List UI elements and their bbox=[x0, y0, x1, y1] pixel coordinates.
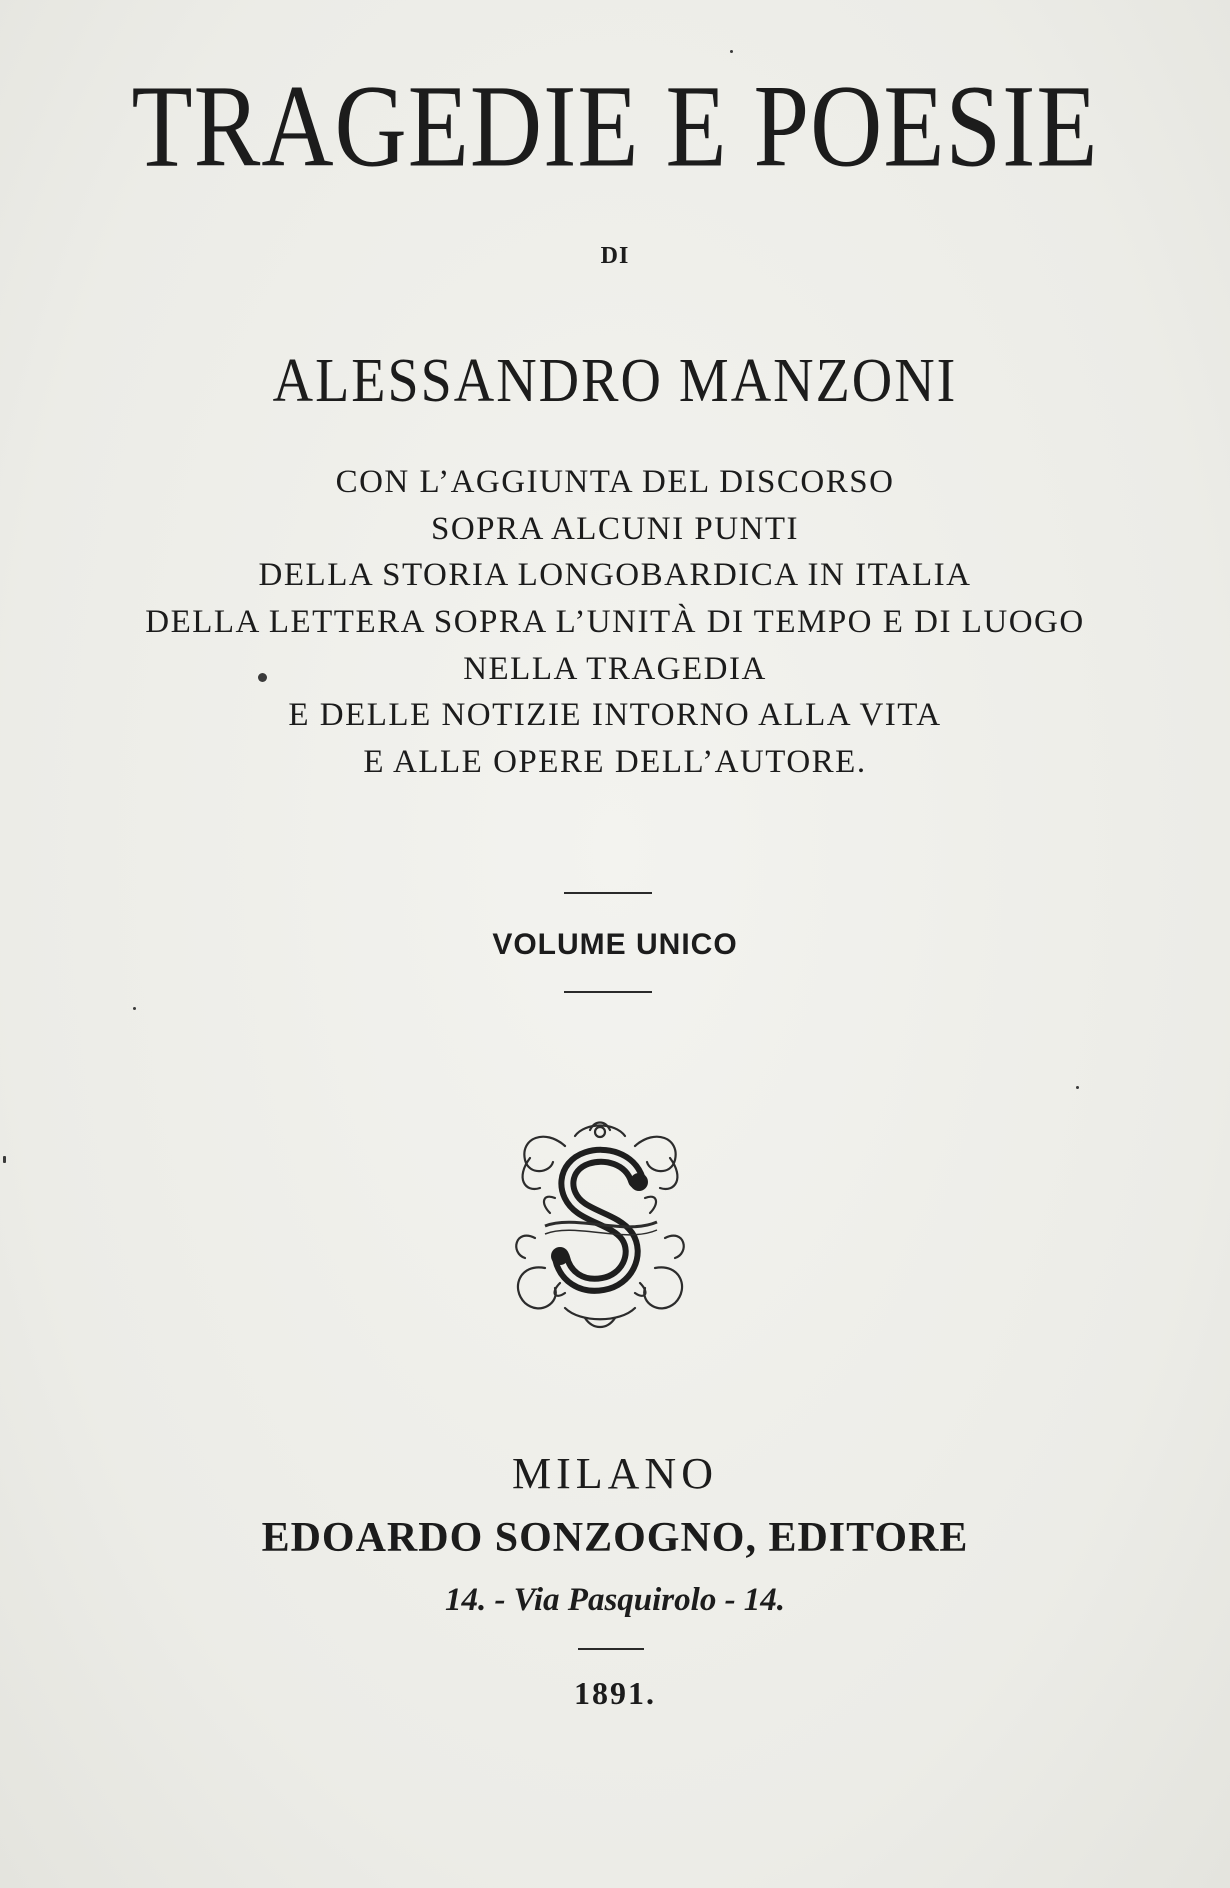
subtitle-line: DELLA STORIA LONGOBARDICA IN ITALIA bbox=[258, 557, 972, 593]
imprint-publisher: EDOARDO SONZOGNO, EDITORE bbox=[261, 1515, 969, 1561]
volume-label: VOLUME UNICO bbox=[492, 928, 738, 961]
imprint-address: 14. - Via Pasquirolo - 14. bbox=[444, 1582, 786, 1618]
subtitle-line: DELLA LETTERA SOPRA L’UNITÀ DI TEMPO E DI LUOGO bbox=[145, 604, 1085, 640]
scan-speck bbox=[133, 1007, 136, 1010]
scan-speck bbox=[258, 673, 267, 682]
imprint-year: 1891. bbox=[574, 1675, 656, 1711]
subtitle-line: E DELLE NOTIZIE INTORNO ALLA VITA bbox=[288, 697, 942, 733]
scan-speck bbox=[730, 50, 733, 53]
author-name: ALESSANDRO MANZONI bbox=[272, 346, 958, 416]
scan-speck bbox=[1076, 1086, 1079, 1089]
imprint-city: MILANO bbox=[512, 1449, 718, 1498]
rule-above-volume bbox=[564, 892, 652, 894]
subtitle-line: E ALLE OPERE DELL’AUTORE. bbox=[363, 744, 867, 780]
rule-above-year bbox=[578, 1648, 644, 1650]
book-title: TRAGEDIE E POESIE bbox=[131, 60, 1099, 192]
rule-below-volume bbox=[564, 991, 652, 993]
scan-speck bbox=[3, 1156, 6, 1163]
ornamental-s-monogram-icon bbox=[505, 1118, 695, 1333]
subtitle-line: NELLA TRAGEDIA bbox=[463, 651, 767, 687]
subtitle-line: CON L’AGGIUNTA DEL DISCORSO bbox=[335, 464, 895, 500]
subtitle-line: SOPRA ALCUNI PUNTI bbox=[430, 511, 800, 547]
by-label: DI bbox=[600, 243, 630, 269]
